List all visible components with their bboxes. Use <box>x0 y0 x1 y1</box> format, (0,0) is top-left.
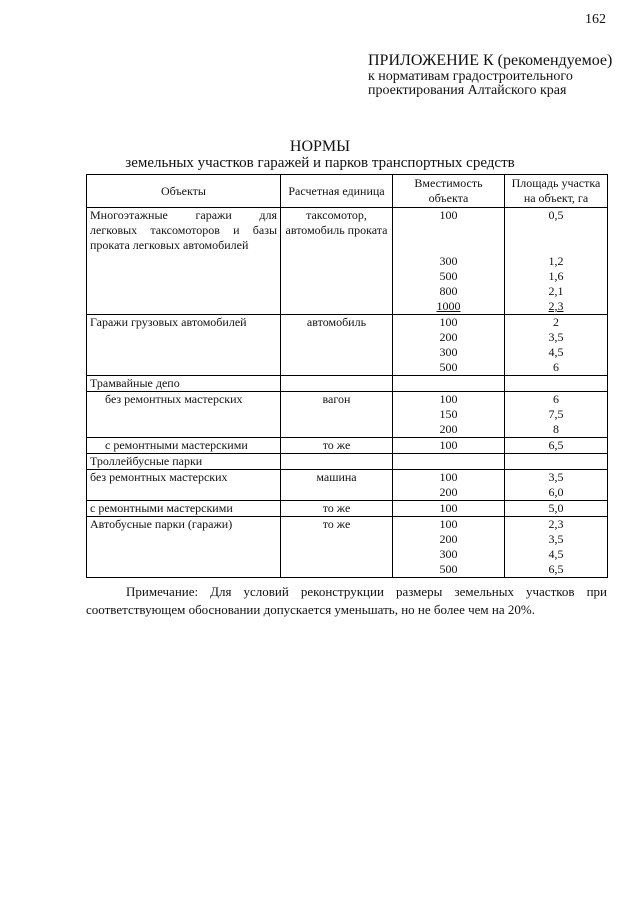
area-cell: 3,5 <box>505 532 608 547</box>
header-unit: Расчетная единица <box>281 175 393 208</box>
area-cell: 1,2 <box>505 254 608 269</box>
table-row <box>87 517 608 533</box>
unit-cell: машина <box>281 470 393 486</box>
table-row <box>87 547 608 562</box>
capacity-cell: 100 <box>393 438 505 454</box>
table-header-row <box>87 175 608 208</box>
capacity-cell: 300 <box>393 345 505 360</box>
area-cell: 6,5 <box>505 438 608 454</box>
capacity-cell: 200 <box>393 532 505 547</box>
table-row <box>87 454 608 470</box>
appendix-line-1: к нормативам градостроительного <box>368 69 573 84</box>
object-cell: с ремонтными мастерскими <box>87 438 281 454</box>
object-cell: Автобусные парки (гаражи) <box>87 517 281 533</box>
header-objects: Объекты <box>87 175 281 208</box>
object-cell: Троллейбусные парки <box>87 454 281 470</box>
area-cell: 4,5 <box>505 345 608 360</box>
unit-cell: то же <box>281 501 393 517</box>
capacity-cell: 100 <box>393 208 505 255</box>
capacity-cell: 500 <box>393 269 505 284</box>
table-row <box>87 376 608 392</box>
unit-cell: то же <box>281 517 393 533</box>
appendix-title: ПРИЛОЖЕНИЕ К (рекомендуемое) <box>368 52 613 69</box>
table-row <box>87 438 608 454</box>
area-cell: 1,6 <box>505 269 608 284</box>
table-row <box>87 284 608 299</box>
table-heading <box>0 138 640 172</box>
appendix-header <box>368 52 612 98</box>
capacity-cell: 200 <box>393 330 505 345</box>
area-cell: 7,5 <box>505 407 608 422</box>
object-cell: без ремонтных мастерских <box>87 392 281 408</box>
capacity-cell: 150 <box>393 407 505 422</box>
area-cell: 3,5 <box>505 330 608 345</box>
area-cell: 2,3 <box>505 299 608 315</box>
area-cell: 2,1 <box>505 284 608 299</box>
capacity-cell: 100 <box>393 392 505 408</box>
area-cell: 6 <box>505 360 608 376</box>
area-cell: 6,5 <box>505 562 608 578</box>
area-cell: 2,3 <box>505 517 608 533</box>
table-row <box>87 315 608 331</box>
capacity-cell: 100 <box>393 470 505 486</box>
area-cell: 8 <box>505 422 608 438</box>
capacity-cell: 200 <box>393 422 505 438</box>
capacity-cell: 300 <box>393 547 505 562</box>
table-row <box>87 392 608 408</box>
object-cell: без ремонтных мастерских <box>87 470 281 486</box>
table-row <box>87 501 608 517</box>
object-cell: Трамвайные депо <box>87 376 281 392</box>
unit-cell: вагон <box>281 392 393 408</box>
unit-cell: то же <box>281 438 393 454</box>
capacity-cell: 800 <box>393 284 505 299</box>
area-cell: 6,0 <box>505 485 608 501</box>
capacity-cell: 100 <box>393 517 505 533</box>
capacity-cell: 300 <box>393 254 505 269</box>
capacity-cell: 1000 <box>393 299 505 315</box>
table-row <box>87 407 608 422</box>
header-capacity: Вместимость объекта <box>393 175 505 208</box>
object-cell: с ремонтными мастерскими <box>87 501 281 517</box>
table-note: Примечание: Для условий реконструкции размеры земельных участков при соответствующем обосновании допускается уменьшать, но не более чем на 20%. <box>86 584 607 617</box>
area-cell: 5,0 <box>505 501 608 517</box>
area-cell: 3,5 <box>505 470 608 486</box>
table-row <box>87 360 608 376</box>
norms-table <box>86 174 608 578</box>
capacity-cell: 500 <box>393 360 505 376</box>
table-row <box>87 422 608 438</box>
table-row <box>87 330 608 345</box>
capacity-cell: 100 <box>393 501 505 517</box>
table-row <box>87 299 608 315</box>
table-row <box>87 269 608 284</box>
table-row <box>87 562 608 578</box>
table-row <box>87 208 608 255</box>
heading-sub: земельных участков гаражей и парков транспортных средств <box>125 155 515 171</box>
page-number: 162 <box>585 12 606 27</box>
appendix-line-2: проектирования Алтайского края <box>368 83 567 98</box>
unit-cell: таксомотор, автомобиль проката <box>281 208 393 270</box>
area-cell: 0,5 <box>505 208 608 255</box>
area-cell: 2 <box>505 315 608 331</box>
object-cell: Гаражи грузовых автомобилей <box>87 315 281 331</box>
header-area: Площадь участка на объект, га <box>505 175 608 208</box>
table-row <box>87 485 608 501</box>
object-cell: Многоэтажные гаражи для легковых таксомоторов и базы проката легковых автомобилей <box>87 208 281 270</box>
capacity-cell: 100 <box>393 315 505 331</box>
table-row <box>87 532 608 547</box>
capacity-cell: 500 <box>393 562 505 578</box>
area-cell: 6 <box>505 392 608 408</box>
unit-cell: автомобиль <box>281 315 393 331</box>
table-row <box>87 470 608 486</box>
capacity-cell: 200 <box>393 485 505 501</box>
table-row <box>87 345 608 360</box>
area-cell: 4,5 <box>505 547 608 562</box>
heading-main: НОРМЫ <box>289 138 351 155</box>
